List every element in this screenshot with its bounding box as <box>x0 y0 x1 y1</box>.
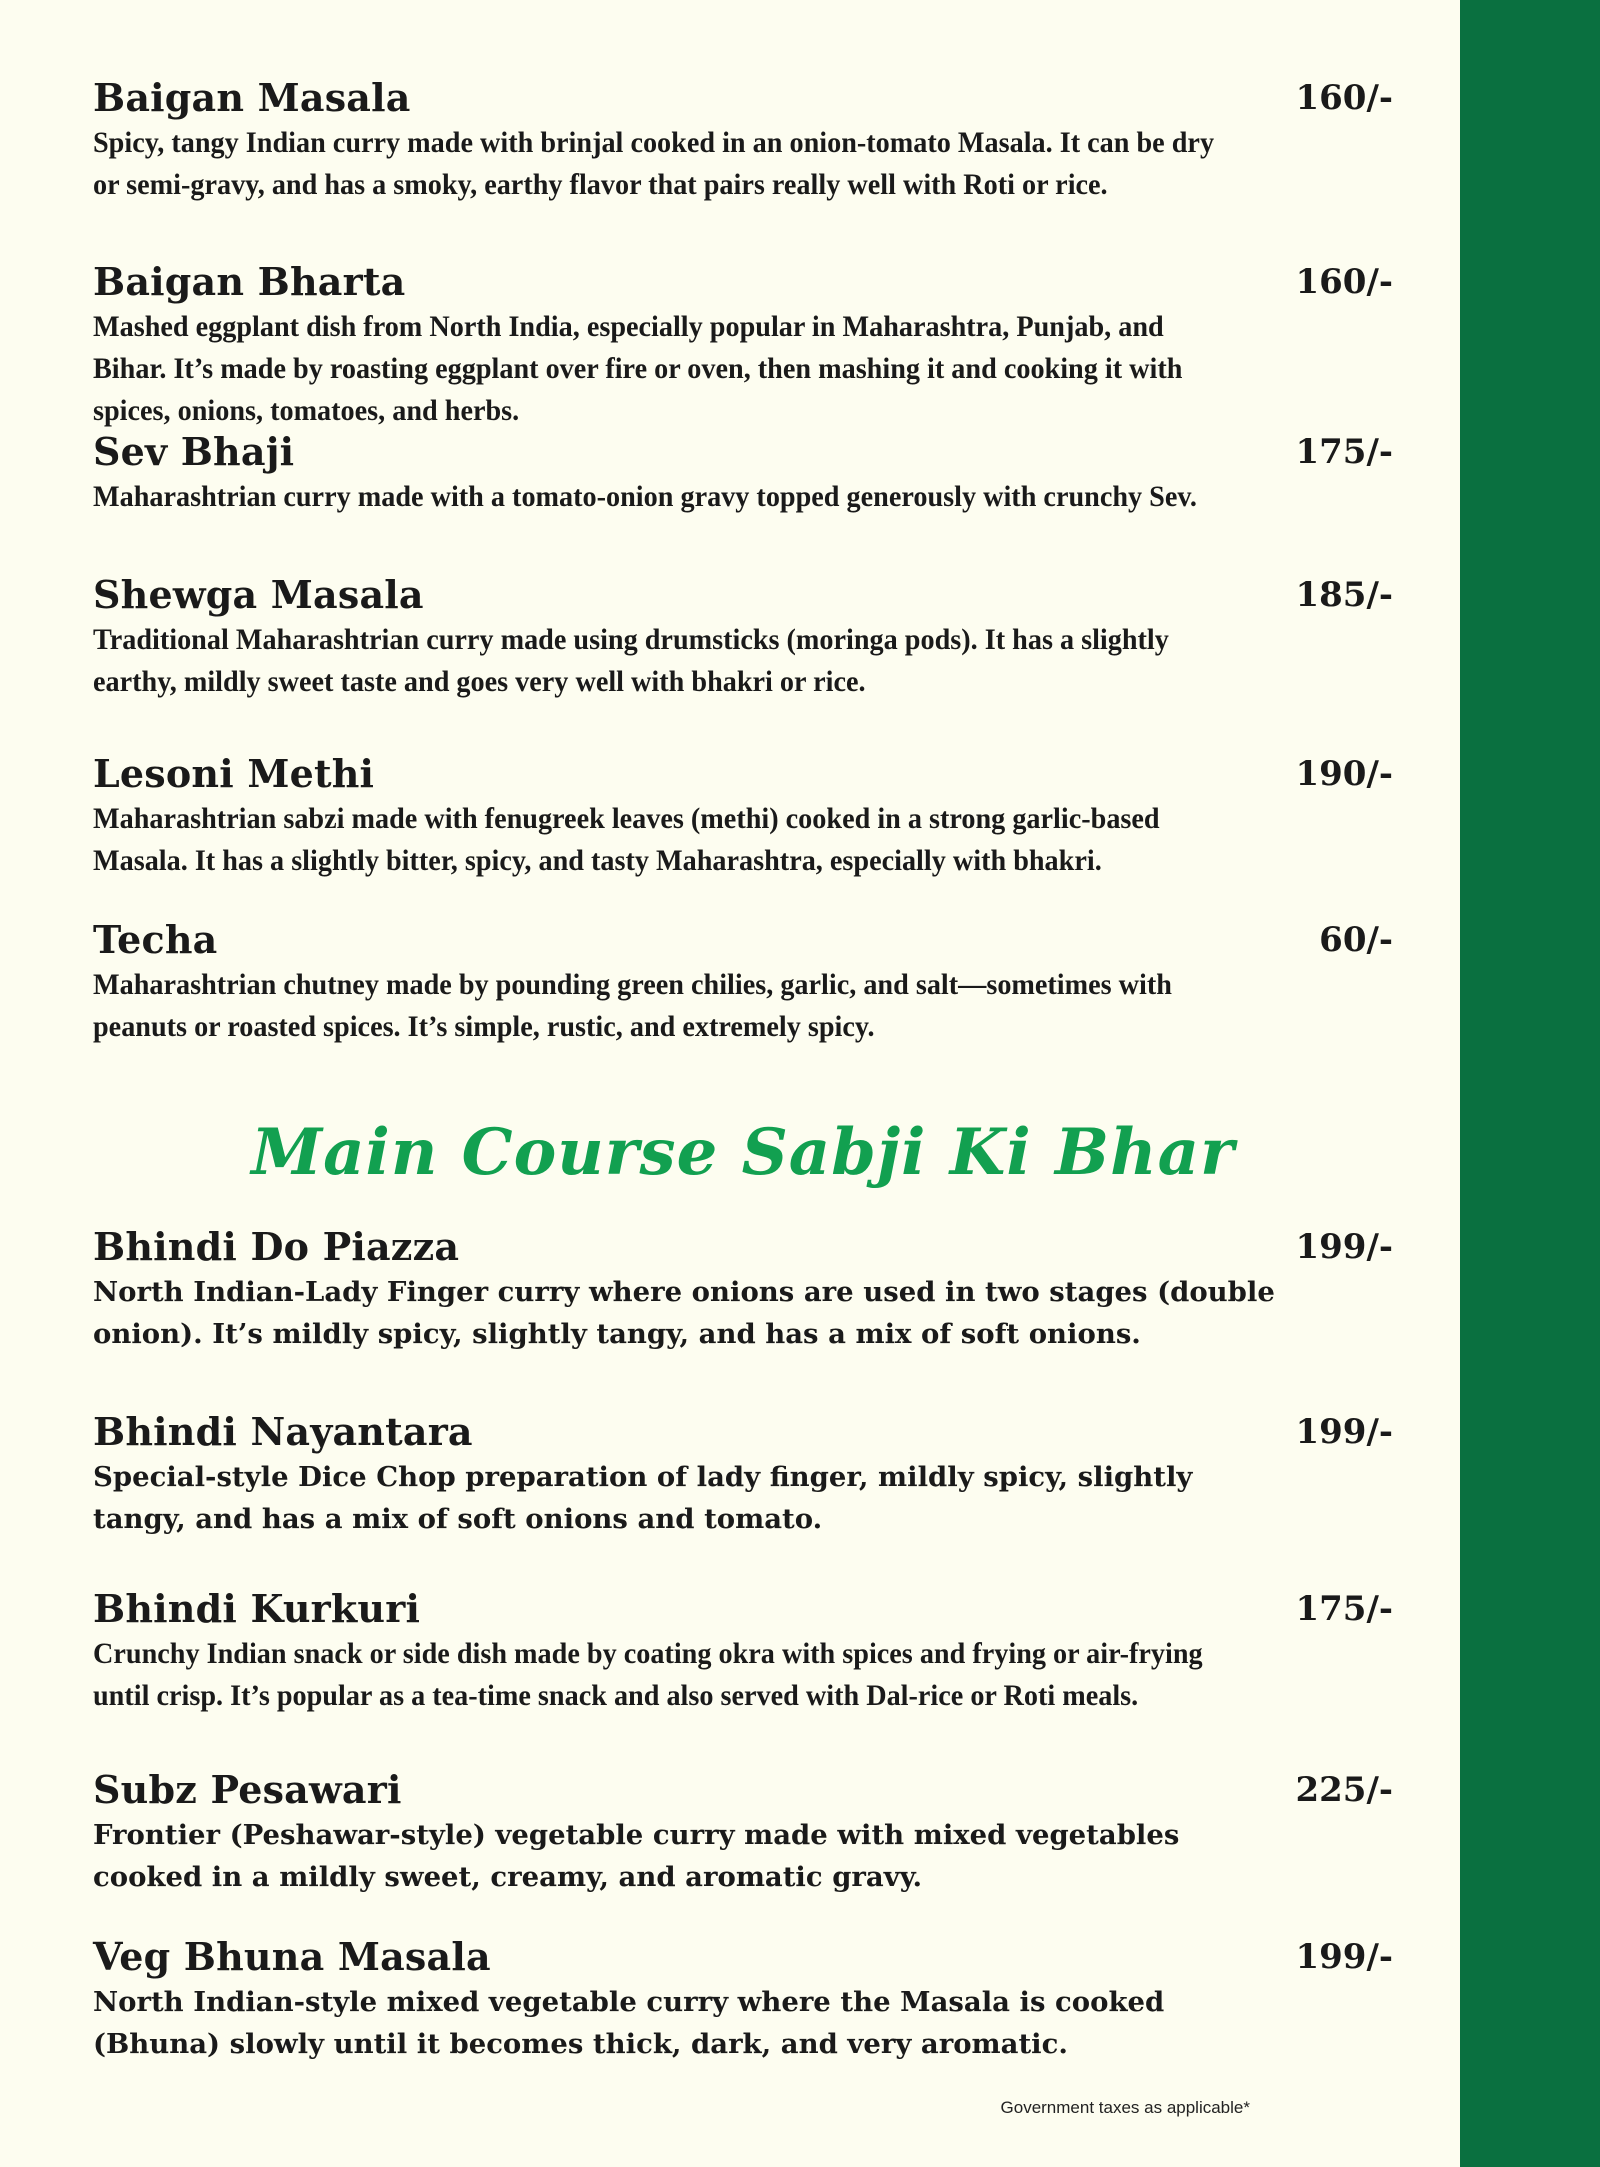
item-price: 199/- <box>1295 1227 1393 1267</box>
item-name: Sev Bhaji <box>93 429 295 474</box>
item-price: 199/- <box>1295 1937 1393 1977</box>
item-description: North Indian-Lady Finger curry where onions are used in two stages (double onion). It’s mildly spicy, slightly tangy, and has a mix of soft onions. <box>93 1276 1275 1350</box>
item-name: Shewga Masala <box>93 572 424 617</box>
item-description: Traditional Maharashtrian curry made using drumsticks (moringa pods). It has a slightly earthy, mildly sweet taste and goes very well with bhakri or rice. <box>93 623 1169 698</box>
menu-item-subz-pesawari <box>93 1768 1393 1898</box>
item-description: Frontier (Peshawar-style) vegetable curry made with mixed vegetables cooked in a mildly sweet, creamy, and aromatic gravy. <box>93 1819 1180 1893</box>
item-name: Veg Bhuna Masala <box>93 1934 491 1979</box>
menu-item-baigan-masala <box>93 76 1393 206</box>
section-title: Main Course Sabji Ki Bhar <box>251 1115 1235 1190</box>
item-price: 175/- <box>1295 432 1393 472</box>
item-name: Bhindi Nayantara <box>93 1409 473 1454</box>
menu-item-shewga-masala <box>93 573 1393 703</box>
item-description: Maharashtrian sabzi made with fenugreek leaves (methi) cooked in a strong garlic-based Masala. It has a slightly bitter, spicy, and tasty Maharashtra, especially with bhakri. <box>93 802 1160 877</box>
item-description: Mashed eggplant dish from North India, especially popular in Maharashtra, Punjab, and Bihar. It’s made by roasting eggplant over fire or oven, then mashing it and cooking it with spices, onions, tomatoes, and herbs. <box>93 310 1183 427</box>
item-price: 60/- <box>1319 920 1393 960</box>
item-description: Maharashtrian chutney made by pounding green chilies, garlic, and salt—sometimes with peanuts or roasted spices. It’s simple, rustic, and extremely spicy. <box>93 968 1172 1043</box>
item-price: 225/- <box>1295 1770 1393 1810</box>
item-description: Crunchy Indian snack or side dish made by coating okra with spices and frying or air-frying until crisp. It’s popular as a tea-time snack and also served with Dal-rice or Roti meals. <box>93 1637 1203 1712</box>
item-description: North Indian-style mixed vegetable curry where the Masala is cooked (Bhuna) slowly until it becomes thick, dark, and very aromatic. <box>93 1986 1165 2060</box>
item-price: 190/- <box>1295 754 1393 794</box>
item-name: Subz Pesawari <box>93 1767 402 1812</box>
menu-item-bhindi-kurkuri <box>93 1587 1393 1717</box>
item-name: Lesoni Methi <box>93 751 375 796</box>
item-price: 175/- <box>1295 1589 1393 1629</box>
menu-item-veg-bhuna-masala <box>93 1935 1393 2065</box>
menu-item-bhindi-nayantara <box>93 1410 1393 1540</box>
item-name: Baigan Bharta <box>93 259 406 304</box>
item-price: 185/- <box>1295 575 1393 615</box>
item-name: Bhindi Kurkuri <box>93 1586 421 1631</box>
item-name: Techa <box>93 917 218 962</box>
menu-item-techa <box>93 918 1393 1048</box>
item-description: Spicy, tangy Indian curry made with brinjal cooked in an onion-tomato Masala. It can be dry or semi-gravy, and has a smoky, earthy flavor that pairs really well with Roti or rice. <box>93 126 1215 201</box>
item-description: Special-style Dice Chop preparation of lady finger, mildly spicy, slightly tangy, and has a mix of soft onions and tomato. <box>93 1461 1193 1535</box>
item-price: 160/- <box>1295 262 1393 302</box>
item-name: Baigan Masala <box>93 75 411 120</box>
menu-item-sev-bhaji <box>93 430 1393 518</box>
green-side-band <box>1460 0 1600 2167</box>
menu-item-lesoni-methi <box>93 752 1393 882</box>
item-price: 199/- <box>1295 1412 1393 1452</box>
tax-footnote: Government taxes as applicable* <box>1000 2098 1250 2117</box>
item-name: Bhindi Do Piazza <box>93 1224 460 1269</box>
item-description: Maharashtrian curry made with a tomato-onion gravy topped generously with crunchy Sev. <box>93 480 1197 513</box>
menu-item-baigan-bharta <box>93 260 1393 432</box>
item-price: 160/- <box>1295 78 1393 118</box>
menu-item-bhindi-do-piazza <box>93 1225 1393 1355</box>
